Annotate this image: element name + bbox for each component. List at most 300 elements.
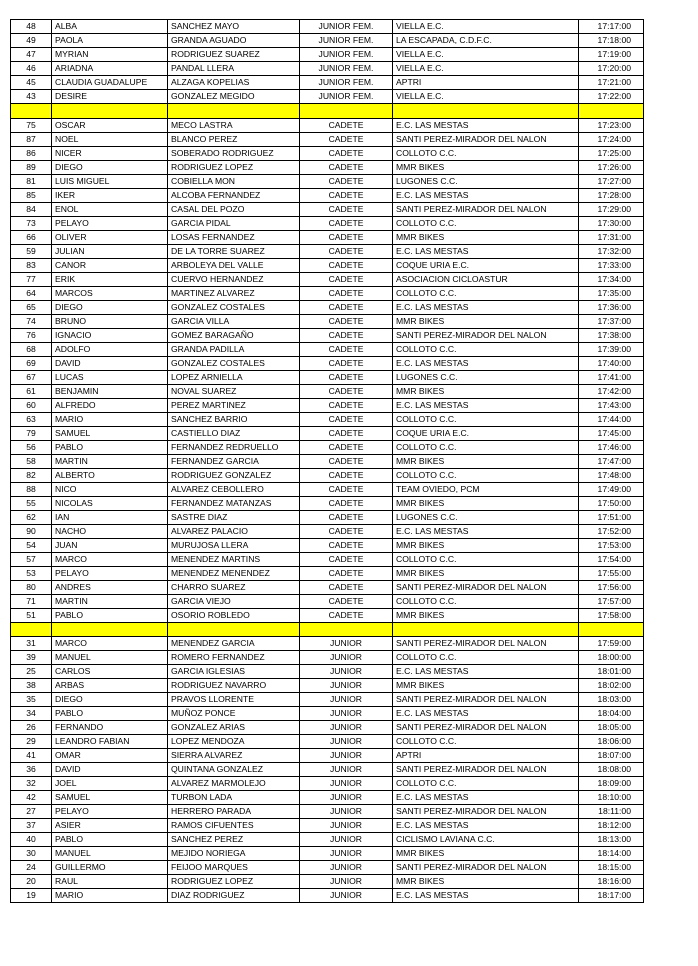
name-cell: IKER — [52, 188, 168, 202]
rider-row — [11, 580, 644, 594]
start-time-cell: 17:34:00 — [579, 272, 644, 286]
surname-cell: ARBOLEYA DEL VALLE — [168, 258, 300, 272]
name-cell: CARLOS — [52, 665, 168, 679]
surname-cell: FERNANDEZ GARCIA — [168, 454, 300, 468]
dorsal-cell: 51 — [11, 608, 52, 622]
category-cell: JUNIOR FEM. — [300, 48, 393, 62]
dorsal-cell: 89 — [11, 160, 52, 174]
dorsal-cell: 83 — [11, 258, 52, 272]
dorsal-cell: 39 — [11, 651, 52, 665]
club-cell: MMR BIKES — [393, 875, 579, 889]
surname-cell: LOPEZ MENDOZA — [168, 735, 300, 749]
dorsal-cell: 31 — [11, 637, 52, 651]
surname-cell: MUÑOZ PONCE — [168, 707, 300, 721]
rider-row — [11, 468, 644, 482]
name-cell: ADOLFO — [52, 342, 168, 356]
club-cell: SANTI PEREZ-MIRADOR DEL NALON — [393, 693, 579, 707]
club-cell: E.C. LAS MESTAS — [393, 707, 579, 721]
rider-row — [11, 861, 644, 875]
dorsal-cell: 19 — [11, 889, 52, 903]
dorsal-cell: 45 — [11, 76, 52, 90]
club-cell: VIELLA E.C. — [393, 62, 579, 76]
rider-row — [11, 777, 644, 791]
surname-cell: COBIELLA MON — [168, 174, 300, 188]
dorsal-cell: 37 — [11, 819, 52, 833]
rider-row — [11, 244, 644, 258]
category-cell: CADETE — [300, 454, 393, 468]
club-cell: COLLOTO C.C. — [393, 412, 579, 426]
rider-row — [11, 258, 644, 272]
rider-row — [11, 34, 644, 48]
surname-cell: GONZALEZ ARIAS — [168, 721, 300, 735]
club-cell: VIELLA E.C. — [393, 48, 579, 62]
surname-cell: LOSAS FERNANDEZ — [168, 230, 300, 244]
name-cell: MARTIN — [52, 594, 168, 608]
name-cell: BRUNO — [52, 314, 168, 328]
surname-cell: BLANCO PEREZ — [168, 132, 300, 146]
start-time-cell: 17:48:00 — [579, 468, 644, 482]
start-time-cell: 17:29:00 — [579, 202, 644, 216]
surname-cell: DE LA TORRE SUAREZ — [168, 244, 300, 258]
category-cell: CADETE — [300, 216, 393, 230]
rider-row — [11, 651, 644, 665]
name-cell: JUAN — [52, 538, 168, 552]
club-cell: E.C. LAS MESTAS — [393, 524, 579, 538]
name-cell: OMAR — [52, 749, 168, 763]
club-cell: APTRI — [393, 749, 579, 763]
rider-row — [11, 552, 644, 566]
start-time-cell: 17:17:00 — [579, 20, 644, 34]
rider-row — [11, 384, 644, 398]
category-cell: JUNIOR FEM. — [300, 20, 393, 34]
club-cell: APTRI — [393, 76, 579, 90]
dorsal-cell: 76 — [11, 328, 52, 342]
rider-row — [11, 608, 644, 622]
category-separator-row — [11, 104, 644, 119]
category-cell: JUNIOR — [300, 637, 393, 651]
surname-cell: CUERVO HERNANDEZ — [168, 272, 300, 286]
start-time-cell: 18:02:00 — [579, 679, 644, 693]
name-cell: LUIS MIGUEL — [52, 174, 168, 188]
club-cell: TEAM OVIEDO, PCM — [393, 482, 579, 496]
start-time-cell: 17:22:00 — [579, 90, 644, 104]
start-time-cell: 17:42:00 — [579, 384, 644, 398]
start-list-table — [10, 19, 644, 903]
club-cell: SANTI PEREZ-MIRADOR DEL NALON — [393, 805, 579, 819]
dorsal-cell: 73 — [11, 216, 52, 230]
start-time-cell: 17:54:00 — [579, 552, 644, 566]
club-cell: COLLOTO C.C. — [393, 440, 579, 454]
name-cell: MARIO — [52, 889, 168, 903]
rider-row — [11, 791, 644, 805]
club-cell: E.C. LAS MESTAS — [393, 665, 579, 679]
start-time-cell: 17:45:00 — [579, 426, 644, 440]
category-cell: JUNIOR — [300, 721, 393, 735]
surname-cell: CASTIELLO DIAZ — [168, 426, 300, 440]
category-cell: JUNIOR — [300, 875, 393, 889]
category-cell: JUNIOR FEM. — [300, 62, 393, 76]
category-cell: CADETE — [300, 160, 393, 174]
rider-row — [11, 847, 644, 861]
name-cell: PELAYO — [52, 805, 168, 819]
rider-row — [11, 62, 644, 76]
start-time-cell: 18:11:00 — [579, 805, 644, 819]
rider-row — [11, 230, 644, 244]
category-cell: CADETE — [300, 608, 393, 622]
category-cell: CADETE — [300, 356, 393, 370]
start-time-cell: 17:38:00 — [579, 328, 644, 342]
start-time-cell: 17:18:00 — [579, 34, 644, 48]
club-cell: VIELLA E.C. — [393, 20, 579, 34]
start-time-cell: 17:46:00 — [579, 440, 644, 454]
name-cell: ERIK — [52, 272, 168, 286]
category-cell: JUNIOR — [300, 805, 393, 819]
category-cell: CADETE — [300, 370, 393, 384]
rider-row — [11, 90, 644, 104]
name-cell: MYRIAN — [52, 48, 168, 62]
surname-cell: RODRIGUEZ LOPEZ — [168, 160, 300, 174]
club-cell: VIELLA E.C. — [393, 90, 579, 104]
club-cell: E.C. LAS MESTAS — [393, 791, 579, 805]
name-cell: PAOLA — [52, 34, 168, 48]
start-time-cell: 17:52:00 — [579, 524, 644, 538]
separator-cell — [11, 104, 52, 119]
start-time-cell: 17:51:00 — [579, 510, 644, 524]
club-cell: COLLOTO C.C. — [393, 216, 579, 230]
club-cell: COLLOTO C.C. — [393, 552, 579, 566]
name-cell: MANUEL — [52, 847, 168, 861]
rider-row — [11, 160, 644, 174]
dorsal-cell: 26 — [11, 721, 52, 735]
category-cell: CADETE — [300, 552, 393, 566]
dorsal-cell: 86 — [11, 146, 52, 160]
rider-row — [11, 398, 644, 412]
rider-row — [11, 356, 644, 370]
rider-row — [11, 188, 644, 202]
start-time-cell: 17:53:00 — [579, 538, 644, 552]
surname-cell: HERRERO PARADA — [168, 805, 300, 819]
name-cell: CLAUDIA GUADALUPE — [52, 76, 168, 90]
club-cell: E.C. LAS MESTAS — [393, 300, 579, 314]
name-cell: MARTIN — [52, 454, 168, 468]
name-cell: NICO — [52, 482, 168, 496]
surname-cell: GONZALEZ COSTALES — [168, 300, 300, 314]
start-time-cell: 17:25:00 — [579, 146, 644, 160]
club-cell: COLLOTO C.C. — [393, 651, 579, 665]
dorsal-cell: 34 — [11, 707, 52, 721]
separator-cell — [11, 622, 52, 637]
start-time-cell: 17:55:00 — [579, 566, 644, 580]
category-cell: JUNIOR — [300, 763, 393, 777]
dorsal-cell: 35 — [11, 693, 52, 707]
category-cell: CADETE — [300, 440, 393, 454]
club-cell: MMR BIKES — [393, 454, 579, 468]
rider-row — [11, 272, 644, 286]
rider-row — [11, 146, 644, 160]
name-cell: ENOL — [52, 202, 168, 216]
category-cell: JUNIOR — [300, 861, 393, 875]
rider-row — [11, 496, 644, 510]
club-cell: E.C. LAS MESTAS — [393, 889, 579, 903]
surname-cell: MEJIDO NORIEGA — [168, 847, 300, 861]
start-time-cell: 18:00:00 — [579, 651, 644, 665]
start-time-cell: 18:08:00 — [579, 763, 644, 777]
dorsal-cell: 56 — [11, 440, 52, 454]
club-cell: COQUE URIA E.C. — [393, 426, 579, 440]
rider-row — [11, 833, 644, 847]
surname-cell: ALVAREZ CEBOLLERO — [168, 482, 300, 496]
category-cell: CADETE — [300, 482, 393, 496]
name-cell: PELAYO — [52, 566, 168, 580]
dorsal-cell: 49 — [11, 34, 52, 48]
start-time-cell: 17:43:00 — [579, 398, 644, 412]
dorsal-cell: 40 — [11, 833, 52, 847]
category-cell: JUNIOR — [300, 679, 393, 693]
category-cell: CADETE — [300, 496, 393, 510]
rider-row — [11, 735, 644, 749]
name-cell: PABLO — [52, 440, 168, 454]
club-cell: SANTI PEREZ-MIRADOR DEL NALON — [393, 763, 579, 777]
dorsal-cell: 27 — [11, 805, 52, 819]
start-time-cell: 17:30:00 — [579, 216, 644, 230]
dorsal-cell: 29 — [11, 735, 52, 749]
name-cell: MARIO — [52, 412, 168, 426]
start-time-cell: 18:10:00 — [579, 791, 644, 805]
club-cell: MMR BIKES — [393, 847, 579, 861]
surname-cell: QUINTANA GONZALEZ — [168, 763, 300, 777]
start-time-cell: 17:19:00 — [579, 48, 644, 62]
rider-row — [11, 132, 644, 146]
dorsal-cell: 47 — [11, 48, 52, 62]
surname-cell: MECO LASTRA — [168, 118, 300, 132]
rider-row — [11, 20, 644, 34]
club-cell: COQUE URIA E.C. — [393, 258, 579, 272]
name-cell: SAMUEL — [52, 426, 168, 440]
surname-cell: RODRIGUEZ GONZALEZ — [168, 468, 300, 482]
dorsal-cell: 57 — [11, 552, 52, 566]
category-cell: CADETE — [300, 426, 393, 440]
rider-row — [11, 48, 644, 62]
club-cell: COLLOTO C.C. — [393, 594, 579, 608]
surname-cell: ALVAREZ PALACIO — [168, 524, 300, 538]
start-time-cell: 18:09:00 — [579, 777, 644, 791]
rider-row — [11, 202, 644, 216]
category-cell: JUNIOR FEM. — [300, 90, 393, 104]
dorsal-cell: 74 — [11, 314, 52, 328]
rider-row — [11, 693, 644, 707]
name-cell: RAUL — [52, 875, 168, 889]
dorsal-cell: 41 — [11, 749, 52, 763]
surname-cell: MURUJOSA LLERA — [168, 538, 300, 552]
dorsal-cell: 58 — [11, 454, 52, 468]
surname-cell: LOPEZ ARNIELLA — [168, 370, 300, 384]
surname-cell: RAMOS CIFUENTES — [168, 819, 300, 833]
name-cell: DESIRE — [52, 90, 168, 104]
separator-cell — [168, 622, 300, 637]
category-cell: CADETE — [300, 258, 393, 272]
surname-cell: GARCIA VILLA — [168, 314, 300, 328]
name-cell: MANUEL — [52, 651, 168, 665]
start-time-cell: 17:35:00 — [579, 286, 644, 300]
club-cell: SANTI PEREZ-MIRADOR DEL NALON — [393, 580, 579, 594]
surname-cell: MENENDEZ MARTINS — [168, 552, 300, 566]
name-cell: PABLO — [52, 608, 168, 622]
dorsal-cell: 20 — [11, 875, 52, 889]
rider-row — [11, 216, 644, 230]
surname-cell: ALVAREZ MARMOLEJO — [168, 777, 300, 791]
surname-cell: RODRIGUEZ NAVARRO — [168, 679, 300, 693]
start-time-cell: 17:31:00 — [579, 230, 644, 244]
start-time-cell: 18:01:00 — [579, 665, 644, 679]
name-cell: MARCO — [52, 637, 168, 651]
rider-row — [11, 412, 644, 426]
club-cell: MMR BIKES — [393, 314, 579, 328]
club-cell: LUGONES C.C. — [393, 510, 579, 524]
club-cell: COLLOTO C.C. — [393, 468, 579, 482]
rider-row — [11, 342, 644, 356]
club-cell: E.C. LAS MESTAS — [393, 819, 579, 833]
category-cell: CADETE — [300, 314, 393, 328]
dorsal-cell: 71 — [11, 594, 52, 608]
category-cell: CADETE — [300, 244, 393, 258]
rider-row — [11, 482, 644, 496]
category-cell: JUNIOR FEM. — [300, 34, 393, 48]
surname-cell: FEIJOO MARQUES — [168, 861, 300, 875]
name-cell: OSCAR — [52, 118, 168, 132]
category-cell: JUNIOR — [300, 833, 393, 847]
category-cell: CADETE — [300, 398, 393, 412]
start-time-cell: 17:36:00 — [579, 300, 644, 314]
rider-row — [11, 174, 644, 188]
start-time-cell: 17:26:00 — [579, 160, 644, 174]
surname-cell: GOMEZ BARAGAÑO — [168, 328, 300, 342]
rider-row — [11, 314, 644, 328]
name-cell: DAVID — [52, 763, 168, 777]
category-cell: JUNIOR — [300, 749, 393, 763]
name-cell: ARIADNA — [52, 62, 168, 76]
start-time-cell: 18:07:00 — [579, 749, 644, 763]
club-cell: MMR BIKES — [393, 566, 579, 580]
rider-row — [11, 763, 644, 777]
name-cell: ANDRES — [52, 580, 168, 594]
start-time-cell: 17:20:00 — [579, 62, 644, 76]
surname-cell: MENENDEZ MENENDEZ — [168, 566, 300, 580]
club-cell: SANTI PEREZ-MIRADOR DEL NALON — [393, 861, 579, 875]
start-time-cell: 18:05:00 — [579, 721, 644, 735]
category-cell: JUNIOR — [300, 889, 393, 903]
surname-cell: MENENDEZ GARCIA — [168, 637, 300, 651]
name-cell: PABLO — [52, 833, 168, 847]
name-cell: FERNANDO — [52, 721, 168, 735]
surname-cell: SANCHEZ MAYO — [168, 20, 300, 34]
name-cell: ARBAS — [52, 679, 168, 693]
category-cell: JUNIOR — [300, 847, 393, 861]
name-cell: PELAYO — [52, 216, 168, 230]
dorsal-cell: 90 — [11, 524, 52, 538]
club-cell: MMR BIKES — [393, 230, 579, 244]
start-time-cell: 17:27:00 — [579, 174, 644, 188]
start-time-cell: 17:37:00 — [579, 314, 644, 328]
start-time-cell: 18:16:00 — [579, 875, 644, 889]
start-time-cell: 17:41:00 — [579, 370, 644, 384]
rider-row — [11, 637, 644, 651]
club-cell: MMR BIKES — [393, 538, 579, 552]
dorsal-cell: 63 — [11, 412, 52, 426]
surname-cell: GONZALEZ MEGIDO — [168, 90, 300, 104]
name-cell: GUILLERMO — [52, 861, 168, 875]
rider-row — [11, 566, 644, 580]
surname-cell: OSORIO ROBLEDO — [168, 608, 300, 622]
category-cell: CADETE — [300, 412, 393, 426]
start-time-cell: 18:17:00 — [579, 889, 644, 903]
dorsal-cell: 88 — [11, 482, 52, 496]
start-time-cell: 17:39:00 — [579, 342, 644, 356]
surname-cell: GARCIA PIDAL — [168, 216, 300, 230]
surname-cell: GARCIA IGLESIAS — [168, 665, 300, 679]
rider-row — [11, 440, 644, 454]
dorsal-cell: 59 — [11, 244, 52, 258]
category-cell: CADETE — [300, 132, 393, 146]
rider-row — [11, 328, 644, 342]
rider-row — [11, 118, 644, 132]
name-cell: NICOLAS — [52, 496, 168, 510]
start-time-cell: 18:15:00 — [579, 861, 644, 875]
category-cell: CADETE — [300, 524, 393, 538]
dorsal-cell: 79 — [11, 426, 52, 440]
start-time-cell: 17:58:00 — [579, 608, 644, 622]
rider-row — [11, 286, 644, 300]
dorsal-cell: 67 — [11, 370, 52, 384]
club-cell: COLLOTO C.C. — [393, 286, 579, 300]
category-cell: CADETE — [300, 188, 393, 202]
surname-cell: FERNANDEZ MATANZAS — [168, 496, 300, 510]
category-separator-row — [11, 622, 644, 637]
club-cell: SANTI PEREZ-MIRADOR DEL NALON — [393, 721, 579, 735]
club-cell: LUGONES C.C. — [393, 370, 579, 384]
surname-cell: SANCHEZ BARRIO — [168, 412, 300, 426]
rider-row — [11, 524, 644, 538]
name-cell: DAVID — [52, 356, 168, 370]
surname-cell: SANCHEZ PEREZ — [168, 833, 300, 847]
dorsal-cell: 38 — [11, 679, 52, 693]
name-cell: JOEL — [52, 777, 168, 791]
surname-cell: FERNANDEZ REDRUELLO — [168, 440, 300, 454]
category-cell: CADETE — [300, 230, 393, 244]
separator-cell — [579, 622, 644, 637]
category-cell: CADETE — [300, 342, 393, 356]
start-time-cell: 17:59:00 — [579, 637, 644, 651]
start-time-cell: 17:47:00 — [579, 454, 644, 468]
category-cell: JUNIOR — [300, 819, 393, 833]
rider-row — [11, 749, 644, 763]
dorsal-cell: 82 — [11, 468, 52, 482]
dorsal-cell: 80 — [11, 580, 52, 594]
surname-cell: ROMERO FERNANDEZ — [168, 651, 300, 665]
dorsal-cell: 66 — [11, 230, 52, 244]
club-cell: E.C. LAS MESTAS — [393, 398, 579, 412]
surname-cell: CHARRO SUAREZ — [168, 580, 300, 594]
club-cell: SANTI PEREZ-MIRADOR DEL NALON — [393, 637, 579, 651]
rider-row — [11, 426, 644, 440]
category-cell: CADETE — [300, 286, 393, 300]
category-cell: CADETE — [300, 328, 393, 342]
surname-cell: GRANDA PADILLA — [168, 342, 300, 356]
dorsal-cell: 55 — [11, 496, 52, 510]
name-cell: LUCAS — [52, 370, 168, 384]
club-cell: E.C. LAS MESTAS — [393, 244, 579, 258]
start-time-cell: 17:32:00 — [579, 244, 644, 258]
club-cell: MMR BIKES — [393, 496, 579, 510]
